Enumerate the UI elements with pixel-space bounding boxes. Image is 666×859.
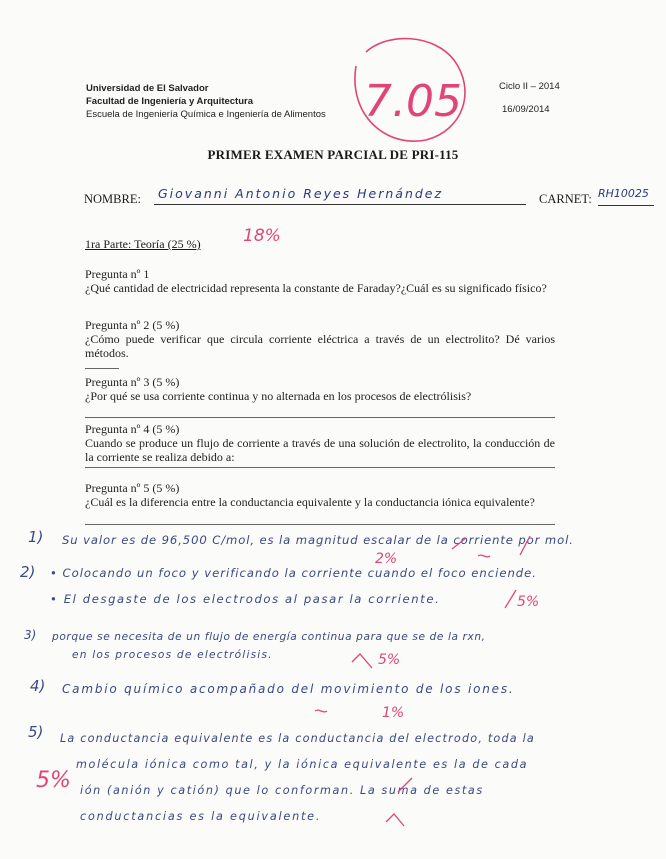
tilde-mark (315, 710, 327, 712)
answer-number: 2) (20, 563, 36, 581)
answer-number: 3) (24, 628, 37, 642)
tilde-mark (478, 555, 490, 557)
cycle-date-block (499, 80, 609, 116)
question-text: ¿Por qué se usa corriente continua y no alternada en los procesos de electrólisis? (85, 389, 472, 403)
divider (85, 467, 555, 468)
answer-5-line-1: La conductancia equivalente es la conductancia del electrodo, toda la (60, 732, 535, 745)
question-title: Pregunta nº 5 (5 %) (85, 481, 180, 495)
part-score: 18% (243, 226, 281, 246)
check-mark (386, 814, 404, 826)
school-name: Escuela de Ingeniería Química e Ingeniería de Alimentos (86, 109, 326, 120)
divider (85, 368, 119, 369)
divider (85, 417, 555, 418)
grade-value: 7.05 (364, 76, 462, 127)
answer-3-score: 5% (378, 652, 401, 668)
cycle-label: Ciclo II – 2014 (499, 81, 560, 92)
institution-header (86, 82, 326, 121)
question-text: ¿Cómo puede verificar que circula corriente eléctrica a través de un electrolito? Dé varios métodos. (85, 332, 555, 360)
question-text: ¿Qué cantidad de electricidad representa la constante de Faraday?¿Cuál es su significado físico? (85, 281, 547, 295)
question-title: Pregunta nº 2 (5 %) (85, 318, 180, 332)
answer-4-line-1: Cambio químico acompañado del movimiento de los iones. (62, 682, 515, 696)
answer-5-score: 5% (36, 768, 71, 793)
question-text: ¿Cuál es la diferencia entre la conductancia equivalente y la conductancia iónica equivalente? (85, 495, 535, 509)
part-title: 1ra Parte: Teoría (25 %) (85, 237, 201, 251)
student-info-row (84, 186, 649, 210)
answer-2-line-2: • El desgaste de los electrodos al pasar la corriente. (50, 592, 441, 606)
check-mark (352, 654, 372, 668)
answer-5-line-4: conductancias es la equivalente. (80, 810, 322, 823)
answer-2-score: 5% (517, 594, 540, 610)
question-1 (85, 267, 555, 295)
question-title: Pregunta nº 4 (5 %) (85, 422, 180, 436)
question-4 (85, 422, 555, 464)
grade-mark (326, 20, 476, 160)
carnet-value: RH10025 (598, 187, 654, 206)
answer-1-score: 2% (375, 551, 398, 567)
answer-number: 4) (30, 677, 46, 695)
question-3 (85, 375, 555, 403)
check-mark (505, 590, 516, 608)
carnet-label: CARNET: (539, 192, 592, 206)
grade-circle (326, 20, 476, 160)
answer-5-line-2: molécula iónica como tal, y la iónica equivalente es la de cada (76, 758, 529, 771)
question-title: Pregunta nº 3 (5 %) (85, 375, 180, 389)
exam-date: 16/09/2014 (502, 104, 550, 115)
exam-title: PRIMER EXAMEN PARCIAL DE PRI-115 (207, 147, 459, 162)
answer-number: 1) (28, 528, 44, 546)
answer-1-line-1: Su valor es de 96,500 C/mol, es la magnitud escalar de la corriente por mol. (62, 533, 574, 547)
answer-5-line-3: ión (anión y catión) que lo conforman. La suma de estas (80, 784, 484, 797)
answer-3-line-1: porque se necesita de un flujo de energía continua para que se de la rxn, (52, 631, 486, 643)
answer-4-score: 1% (382, 705, 405, 721)
question-title: Pregunta nº 1 (85, 267, 150, 281)
question-text: Cuando se produce un flujo de corriente a través de una solución de electrolito, la conducción de la corriente se realiza debido a: (85, 436, 555, 464)
question-5 (85, 481, 555, 509)
question-2 (85, 318, 555, 360)
answer-number: 5) (28, 723, 44, 741)
answer-3-line-2: en los procesos de electrólisis. (72, 649, 273, 661)
university-name: Universidad de El Salvador (86, 83, 209, 94)
name-label: NOMBRE: (84, 192, 141, 206)
student-name: Giovanni Antonio Reyes Hernández (154, 186, 526, 205)
faculty-name: Facultad de Ingeniería y Arquitectura (86, 96, 253, 107)
answer-2-line-1: • Colocando un foco y verificando la corriente cuando el foco enciende. (50, 566, 537, 580)
divider (85, 524, 555, 525)
